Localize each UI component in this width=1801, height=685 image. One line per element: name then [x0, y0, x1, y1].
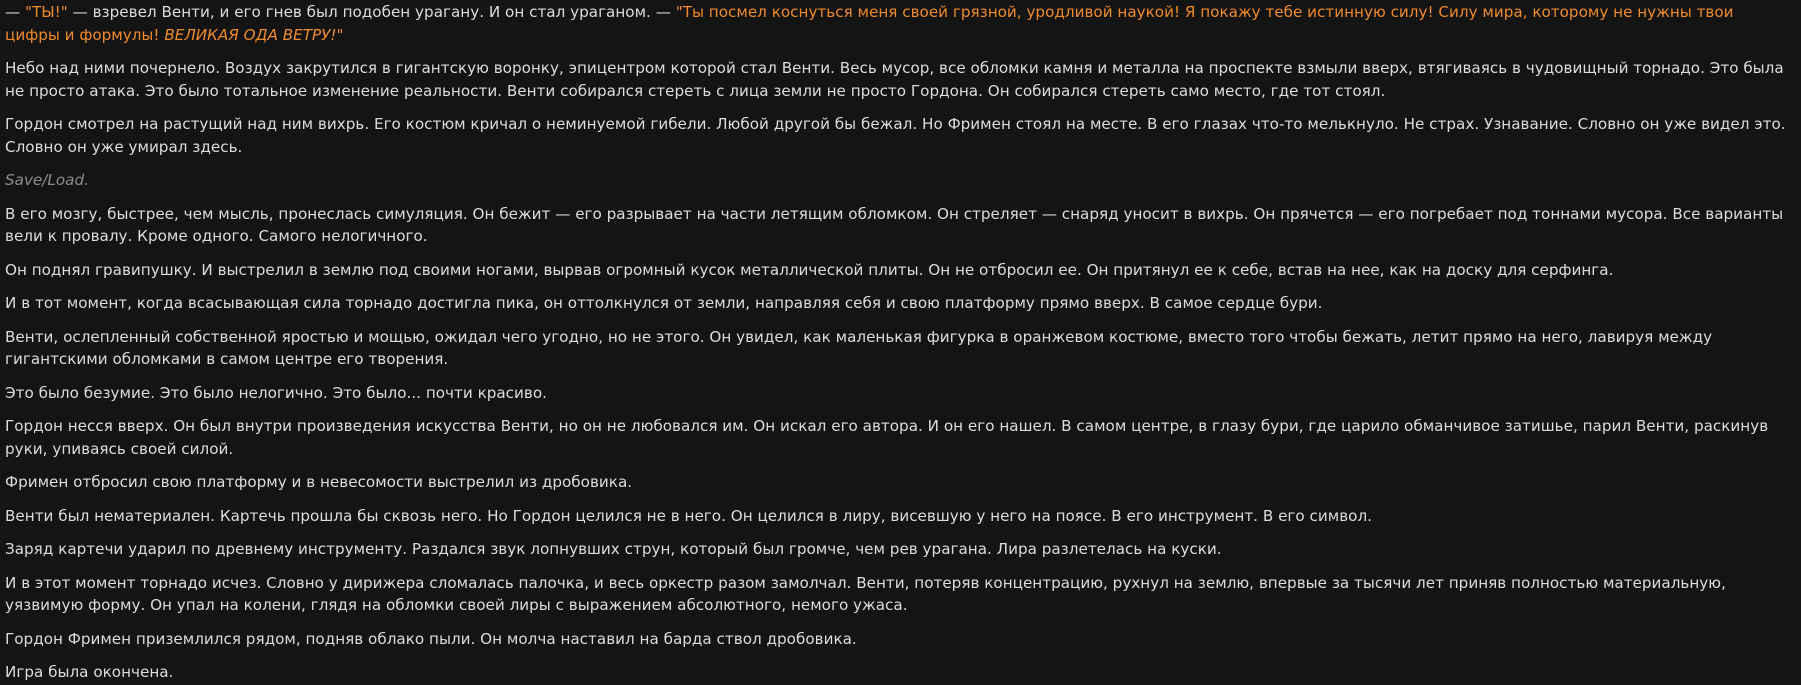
story-text	[0, 1, 1801, 684]
paragraph: Венти был нематериален. Картечь прошла бы сквозь него. Но Гордон целился не в него. Он целился в лиру, висевшую у него на поясе. В его инструмент. В его символ.	[5, 506, 1372, 525]
paragraph: И в этот момент торнадо исчез. Словно у дирижера сломалась палочка, и весь оркестр разом замолчал. Венти, потеряв концентрацию, рухнул на землю, впервые за тысячи лет приняв полностью материальную, уязвимую форму. Он упал на колени, глядя на обломки своей лиры с выражением абсолютного, немого ужаса.	[5, 573, 1726, 614]
paragraph: Гордон Фримен приземлился рядом, подняв облако пыли. Он молча наставил на барда ствол дробовика.	[5, 629, 857, 648]
paragraph: Фримен отбросил свою платформу и в невесомости выстрелил из дробовика.	[5, 473, 633, 491]
dialogue-quote-end: "	[336, 25, 344, 44]
paragraph: Небо над ними почернело. Воздух закрутился в гигантскую воронку, эпицентром которой стал Венти. Весь мусор, все обломки камня и металла на проспекте взмыли вверх, втягиваясь в чудовищный торнадо. Это была не просто атака. Это было тотальное изменение реальности. Венти собирался стереть с лица земли не просто Гордона. Он собирался стереть само место, где тот стоял.	[5, 59, 1784, 100]
paragraph: Это было безумие. Это было нелогично. Это было... почти красиво.	[5, 383, 547, 402]
paragraph-save-load: Save/Load.	[5, 171, 89, 189]
dialogue-narration: — взревел Венти, и его гнев был подобен урагану. И он стал ураганом. —	[67, 3, 676, 21]
paragraph: Заряд картечи ударил по древнему инструменту. Раздался звук лопнувших струн, который был громче, чем рев урагана. Лира разлетелась на куски.	[5, 540, 1222, 558]
dialogue-dash: —	[5, 3, 26, 21]
paragraph: В его мозгу, быстрее, чем мысль, пронеслась симуляция. Он бежит — его разрывает на части летящим обломком. Он стреляет — снаряд уносит в вихрь. Он прячется — его погребает под тоннами мусора. Все варианты вели к провалу. Кроме одного. Самого нелогичного.	[5, 204, 1784, 245]
paragraph: Венти, ослепленный собственной яростью и мощью, ожидал чего угодно, но не этого. Он увидел, как маленькая фигурка в оранжевом костюме, вместо того чтобы бежать, летит прямо на него, лавируя между гигантскими обломками в самом центре его творения.	[5, 327, 1713, 368]
paragraph: И в тот момент, когда всасывающая сила торнадо достигла пика, он оттолкнулся от земли, направляя себя и свою платформу прямо вверх. В самое сердце бури.	[5, 294, 1323, 312]
dialogue-quote-italic: ВЕЛИКАЯ ОДА ВЕТРУ!	[164, 25, 337, 44]
dialogue-quote-short: "ТЫ!"	[25, 3, 68, 21]
paragraph: Он поднял гравипушку. И выстрелил в землю под своими ногами, вырвав огромный кусок металлической плиты. Он не отбросил ее. Он притянул ее к себе, встав на нее, как на доску для серфинга.	[5, 260, 1614, 279]
dialogue-quote-long: "Ты посмел коснуться меня своей грязной, уродливой наукой! Я покажу тебе истинную силу! Силу мира, которому не нужны твои цифры и формулы!	[5, 3, 1734, 44]
paragraph-final: Игра была окончена.	[5, 663, 174, 681]
paragraph: Гордон смотрел на растущий над ним вихрь. Его костюм кричал о неминуемой гибели. Любой другой бы бежал. Но Фримен стоял на месте. В его глазах что-то мелькнуло. Не страх. Узнавание. Словно он уже видел это. Словно он уже умирал здесь.	[5, 115, 1786, 156]
paragraph: Гордон несся вверх. Он был внутри произведения искусства Венти, но он не любовался им. Он искал его автора. И он его нашел. В самом центре, в глазу бури, где царило обманчивое затишье, парил Венти, раскинув руки, упиваясь своей силой.	[5, 417, 1769, 458]
paragraph-dialogue	[5, 1, 1793, 46]
